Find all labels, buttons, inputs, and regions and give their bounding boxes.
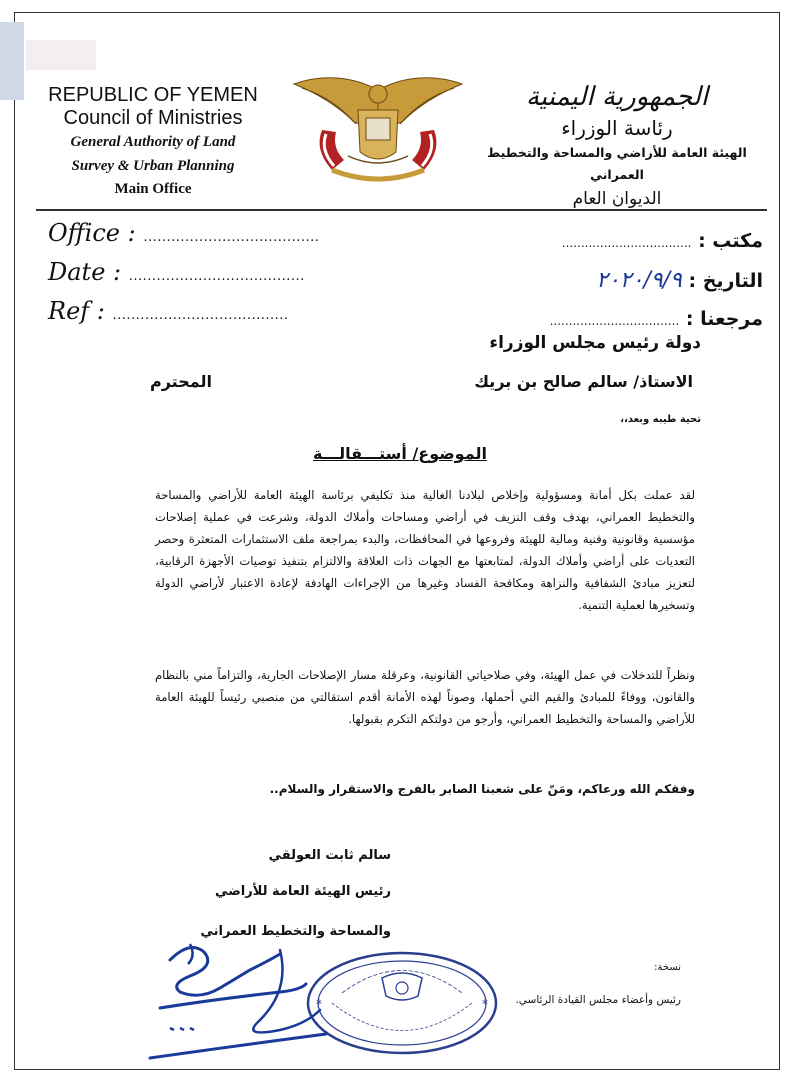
- copy-recipient: رئيس وأعضاء مجلس القيادة الرئاسي.: [515, 994, 681, 1006]
- signatory-name: سالم ثابت العولقي: [268, 848, 391, 863]
- official-stamp-icon: [302, 948, 502, 1058]
- meta-office-row: [48, 216, 319, 255]
- ar-office-label: مكتب :: [698, 230, 763, 252]
- office-dots: ......................................: [143, 230, 320, 245]
- letterhead-ar-presidency: رئاسة الوزراء: [561, 116, 673, 140]
- handwritten-signature-icon: [130, 930, 330, 1070]
- scan-artifact: [0, 22, 24, 100]
- letterhead-office: Main Office: [114, 181, 192, 197]
- letterhead-ar-office: الديوان العام: [572, 189, 662, 209]
- office-label: Office :: [48, 219, 136, 247]
- meta-arabic: [533, 222, 763, 340]
- ar-date-label: التاريخ :: [688, 270, 763, 292]
- svg-text:*: *: [482, 997, 488, 1011]
- letterhead-council: Council of Ministries: [63, 107, 243, 129]
- ref-dots: ......................................: [112, 308, 289, 323]
- meta-english: [48, 216, 319, 333]
- body-paragraph-1: لقد عملت بكل أمانة ومسؤولية وإخلاص لبلادنا الغالية منذ تكليفي برئاسة الهيئة العامة للأراضي والمساحة والتخطيط العمراني، بهدف وقف النزيف في أراضي ومساحات وأملاك الدولة، وشرعت في عملية إصلاحات مؤسسية وقانونية وفنية ومالية للهيئة وفروعها في المحافظات، والبدء بمراجعة ملف الاستثمارات المتعثرة وحصر التعديات على أراضي وأملاك الدولة، لمتابعتها مع الجهات ذات العلاقة والالتزام بتنفيذ توصيات الأجهزة الرقابية، لتعزيز مبادئ الشفافية والنزاهة ومكافحة الفساد وغيرها من الإجراءات الهادفة لإعادة الاعتبار لأراضي الدولة وتسخيرها لعملية التنمية.: [155, 488, 695, 612]
- letterhead-ar-country: الجمهورية اليمنية: [525, 82, 709, 112]
- recipient-name: الاستاذ/ سالم صالح بن بريك: [474, 372, 693, 391]
- date-dots: ......................................: [128, 269, 305, 284]
- ar-ref-dots: ..................................: [549, 314, 680, 328]
- subject-line: الموضوع/ أستـــقالـــة: [313, 444, 487, 463]
- signatory-title-2: والمساحة والتخطيط العمراني: [200, 924, 391, 939]
- greeting: تحية طيبه وبعد،،: [620, 414, 701, 425]
- svg-text:*: *: [316, 997, 322, 1011]
- meta-ar-date-row: [533, 262, 763, 300]
- date-label: Date :: [48, 258, 122, 286]
- scan-artifact: [26, 40, 96, 70]
- ar-office-dots: ..................................: [561, 236, 692, 250]
- closing-line: وفقكم الله ورعاكم، ومَنّ على شعبنا الصابر بالفرج والاستقرار والسلام..: [269, 782, 695, 796]
- letterhead-country: REPUBLIC OF YEMEN: [48, 84, 258, 106]
- letterhead-authority-1: General Authority of Land: [70, 134, 236, 150]
- meta-ar-office-row: [533, 222, 763, 262]
- meta-ref-row: [48, 294, 319, 333]
- header-divider: [36, 209, 767, 211]
- meta-date-row: [48, 255, 319, 294]
- letterhead-ar-authority: الهيئة العامة للأراضي والمساحة والتخطيط العمراني: [487, 145, 747, 182]
- letterhead-authority-2: Survey & Urban Planning: [71, 158, 235, 174]
- letterhead-arabic: [467, 80, 767, 212]
- body-paragraph-2: ونظراً للتدخلات في عمل الهيئة، وفي صلاحياتي القانونية، وعرقلة مسار الإصلاحات الجارية، والتزاماً مني بالنظام والقانون، ووفاءً للمبادئ والقيم التي أحملها، وصوناً لهذه الأمانة أقدم استقالتي من منصبي رئيساً للهيئة العامة للأراضي والمساحة والتخطيط العمراني، وأرجو من دولتكم التكرم بقبولها.: [155, 668, 695, 726]
- copy-label: نسخة:: [654, 962, 681, 973]
- yemen-eagle-emblem-icon: [292, 70, 464, 188]
- ar-ref-label: مرجعنا :: [685, 308, 763, 330]
- ref-label: Ref :: [48, 297, 105, 325]
- signatory-title-1: رئيس الهيئة العامة للأراضي: [215, 884, 391, 899]
- addressee: دولة رئيس مجلس الوزراء: [489, 333, 701, 353]
- recipient-line: [150, 372, 693, 391]
- ar-date-value: ٢٠٢٠/٩/٩: [596, 268, 682, 293]
- honorific: المحترم: [150, 372, 212, 391]
- letterhead-english: [48, 84, 258, 200]
